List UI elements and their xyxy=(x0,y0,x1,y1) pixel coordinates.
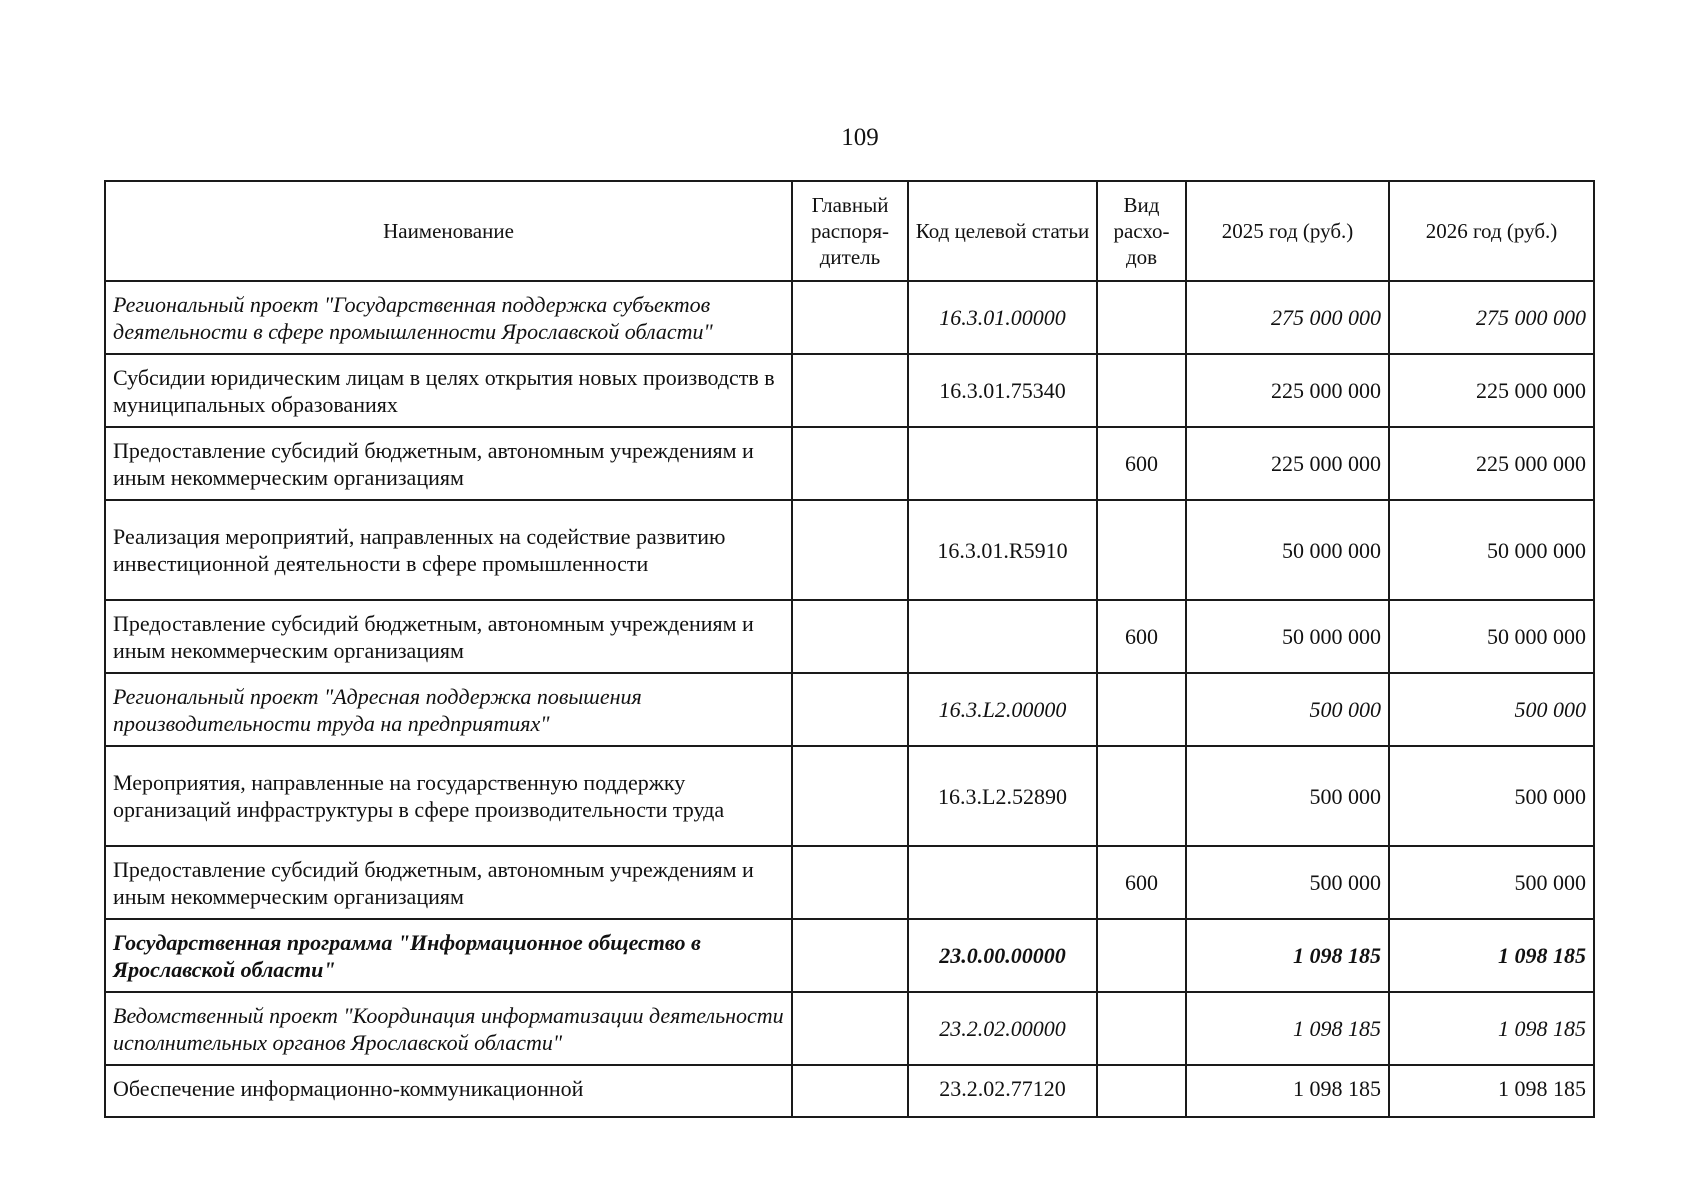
header-code: Код целевой статьи xyxy=(908,181,1097,281)
cell-code: 16.3.L2.00000 xyxy=(908,673,1097,746)
cell-2026: 275 000 000 xyxy=(1389,281,1594,354)
cell-manager xyxy=(792,427,908,500)
cell-2026: 1 098 185 xyxy=(1389,919,1594,992)
cell-manager xyxy=(792,846,908,919)
cell-2025: 500 000 xyxy=(1186,846,1389,919)
cell-manager xyxy=(792,500,908,600)
cell-manager xyxy=(792,354,908,427)
cell-manager xyxy=(792,992,908,1065)
cell-2026: 50 000 000 xyxy=(1389,500,1594,600)
cell-name: Обеспечение информационно-коммуникационной xyxy=(105,1065,792,1117)
cell-code xyxy=(908,427,1097,500)
cell-name: Реализация мероприятий, направленных на содействие развитию инвестиционной деятельности в сфере промышленности xyxy=(105,500,792,600)
cell-kind xyxy=(1097,281,1186,354)
table-row xyxy=(105,1065,1594,1117)
cell-code xyxy=(908,600,1097,673)
cell-name: Субсидии юридическим лицам в целях открытия новых производств в муниципальных образованиях xyxy=(105,354,792,427)
cell-manager xyxy=(792,746,908,846)
cell-kind: 600 xyxy=(1097,846,1186,919)
cell-code: 16.3.01.R5910 xyxy=(908,500,1097,600)
cell-name: Предоставление субсидий бюджетным, автономным учреждениям и иным некоммерческим организациям xyxy=(105,600,792,673)
table-header-row xyxy=(105,181,1594,281)
cell-name: Государственная программа "Информационное общество в Ярославской области" xyxy=(105,919,792,992)
cell-kind xyxy=(1097,354,1186,427)
cell-name: Предоставление субсидий бюджетным, автономным учреждениям и иным некоммерческим организациям xyxy=(105,427,792,500)
header-name: Наименование xyxy=(105,181,792,281)
cell-kind xyxy=(1097,1065,1186,1117)
cell-2025: 1 098 185 xyxy=(1186,1065,1389,1117)
cell-2025: 275 000 000 xyxy=(1186,281,1389,354)
cell-manager xyxy=(792,1065,908,1117)
cell-2025: 1 098 185 xyxy=(1186,919,1389,992)
cell-name: Предоставление субсидий бюджетным, автономным учреждениям и иным некоммерческим организациям xyxy=(105,846,792,919)
cell-code: 23.2.02.77120 xyxy=(908,1065,1097,1117)
cell-name: Региональный проект "Государственная поддержка субъектов деятельности в сфере промышленности Ярославской области" xyxy=(105,281,792,354)
cell-2026: 500 000 xyxy=(1389,673,1594,746)
header-kind: Вид расхо-дов xyxy=(1097,181,1186,281)
cell-manager xyxy=(792,673,908,746)
cell-code: 16.3.01.75340 xyxy=(908,354,1097,427)
cell-2025: 500 000 xyxy=(1186,673,1389,746)
cell-2025: 1 098 185 xyxy=(1186,992,1389,1065)
cell-name: Региональный проект "Адресная поддержка повышения производительности труда на предприятиях" xyxy=(105,673,792,746)
cell-kind xyxy=(1097,919,1186,992)
cell-2026: 225 000 000 xyxy=(1389,427,1594,500)
cell-code: 16.3.L2.52890 xyxy=(908,746,1097,846)
cell-2026: 500 000 xyxy=(1389,746,1594,846)
budget-table xyxy=(104,180,1595,1118)
cell-kind xyxy=(1097,673,1186,746)
cell-name: Мероприятия, направленные на государственную поддержку организаций инфраструктуры в сфере производительности труда xyxy=(105,746,792,846)
header-2026: 2026 год (руб.) xyxy=(1389,181,1594,281)
cell-manager xyxy=(792,600,908,673)
cell-code: 23.0.00.00000 xyxy=(908,919,1097,992)
cell-name: Ведомственный проект "Координация информатизации деятельности исполнительных органов Ярославской области" xyxy=(105,992,792,1065)
table-row xyxy=(105,354,1594,427)
header-2025: 2025 год (руб.) xyxy=(1186,181,1389,281)
table-row xyxy=(105,500,1594,600)
cell-kind xyxy=(1097,746,1186,846)
table-row xyxy=(105,919,1594,992)
cell-manager xyxy=(792,281,908,354)
table-row xyxy=(105,427,1594,500)
header-manager: Главный распоря-дитель xyxy=(792,181,908,281)
table-row xyxy=(105,281,1594,354)
cell-2026: 1 098 185 xyxy=(1389,992,1594,1065)
cell-kind xyxy=(1097,500,1186,600)
cell-2026: 225 000 000 xyxy=(1389,354,1594,427)
cell-2026: 1 098 185 xyxy=(1389,1065,1594,1117)
cell-2025: 50 000 000 xyxy=(1186,600,1389,673)
table-row xyxy=(105,846,1594,919)
cell-code xyxy=(908,846,1097,919)
cell-2025: 50 000 000 xyxy=(1186,500,1389,600)
cell-2025: 225 000 000 xyxy=(1186,354,1389,427)
cell-kind: 600 xyxy=(1097,427,1186,500)
cell-2026: 500 000 xyxy=(1389,846,1594,919)
table-row xyxy=(105,746,1594,846)
cell-2025: 225 000 000 xyxy=(1186,427,1389,500)
table-row xyxy=(105,600,1594,673)
table-row xyxy=(105,992,1594,1065)
cell-code: 16.3.01.00000 xyxy=(908,281,1097,354)
cell-manager xyxy=(792,919,908,992)
cell-code: 23.2.02.00000 xyxy=(908,992,1097,1065)
cell-kind: 600 xyxy=(1097,600,1186,673)
cell-kind xyxy=(1097,992,1186,1065)
cell-2025: 500 000 xyxy=(1186,746,1389,846)
cell-2026: 50 000 000 xyxy=(1389,600,1594,673)
table-row xyxy=(105,673,1594,746)
page-number: 109 xyxy=(841,124,879,151)
